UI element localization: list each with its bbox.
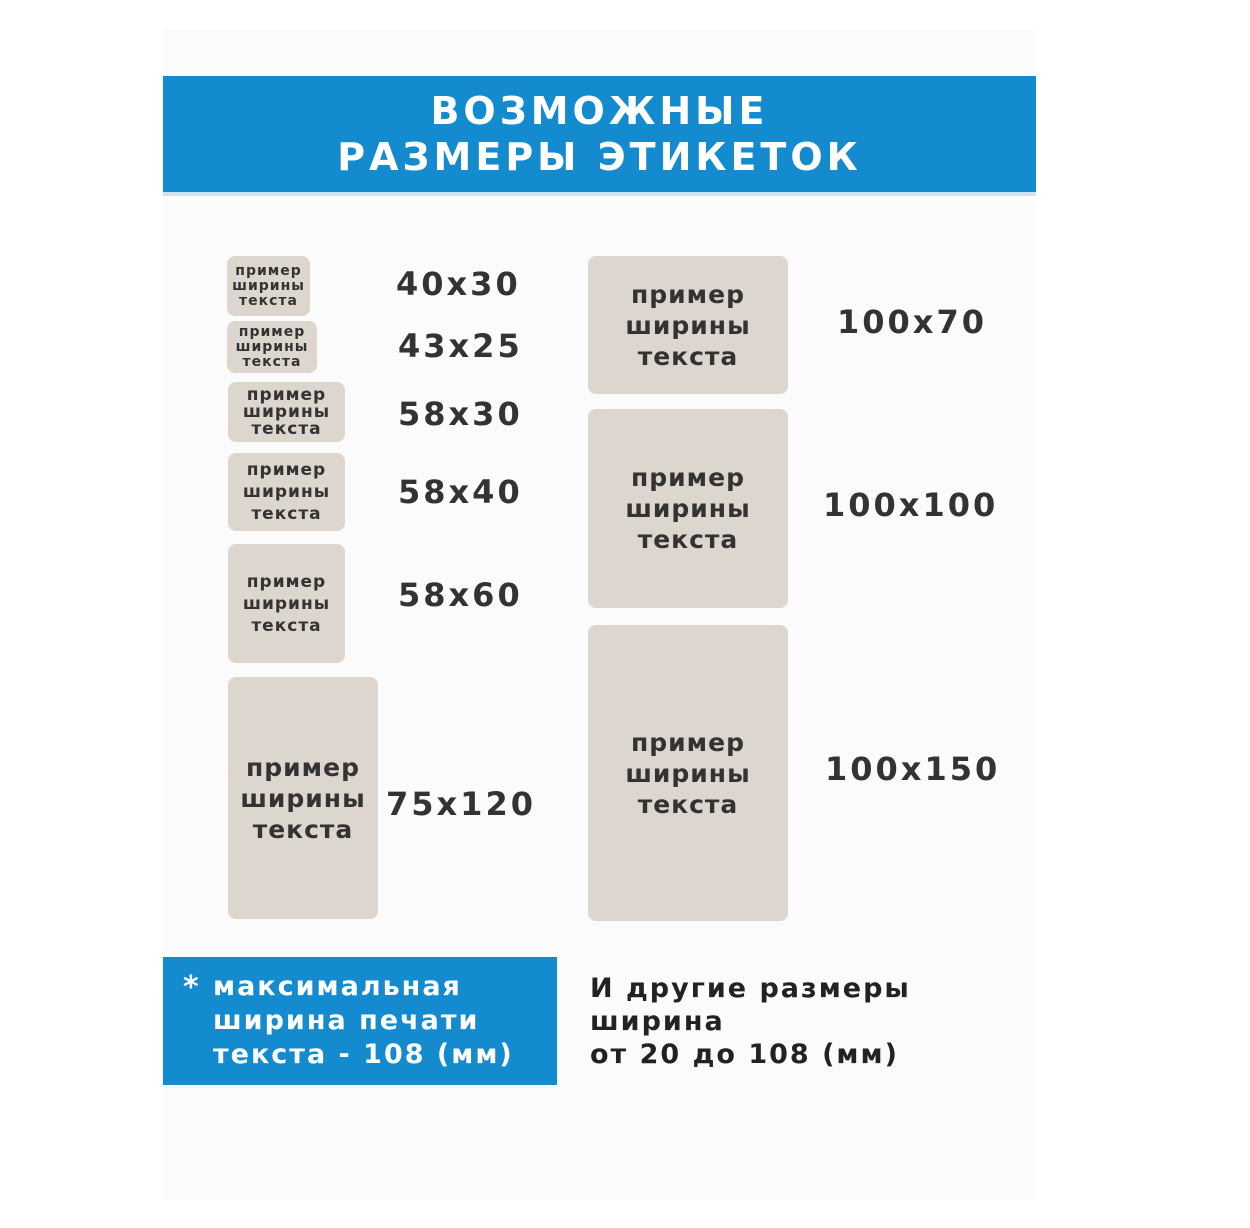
label-sample-58x60 (228, 544, 345, 663)
other-sizes-text (590, 972, 911, 1071)
title-line-2: РАЗМЕРЫ ЭТИКЕТОК (337, 135, 862, 179)
other-line-1: И другие размеры (590, 973, 911, 1004)
sample-text-line: ширины (235, 338, 309, 355)
sample-text-line: ширины (242, 593, 331, 614)
size-58x60: 58x60 (398, 576, 523, 614)
sample-text-line: ширины (625, 310, 751, 340)
label-sample-43x25 (227, 321, 317, 373)
sample-text-line: текста (252, 814, 354, 844)
sample-text-line: текста (637, 341, 739, 371)
size-75x120: 75x120 (386, 785, 536, 823)
sample-text-line: пример (246, 752, 360, 782)
sample-text-line: текста (251, 615, 322, 636)
sample-text-line: ширины (240, 783, 366, 813)
sample-text-line: пример (631, 463, 745, 492)
sample-text-line: текста (637, 789, 739, 819)
sample-text-line: пример (631, 727, 745, 757)
sample-text-line: текста (239, 292, 298, 309)
sample-text-line: ширины (625, 494, 751, 523)
size-100x70: 100x70 (837, 303, 987, 341)
label-sample-58x30 (228, 382, 345, 442)
sample-text-line: текста (251, 504, 322, 524)
sample-text-line: пример (238, 323, 306, 340)
title-line-1: ВОЗМОЖНЫЕ (430, 89, 769, 133)
label-sample-100x70 (588, 256, 788, 394)
label-sample-40x30 (227, 256, 310, 316)
sample-text-line: пример (246, 384, 327, 405)
sample-text-line: ширины (242, 401, 331, 422)
size-43x25: 43x25 (398, 327, 523, 365)
label-sample-58x40 (228, 453, 345, 531)
sample-text-line: ширины (232, 277, 305, 294)
note-line-1: максимальная (213, 971, 462, 1002)
sample-text-line: текста (251, 418, 322, 439)
title-banner (163, 76, 1036, 196)
sample-text-line: пример (235, 262, 302, 279)
size-58x30: 58x30 (398, 395, 523, 433)
size-100x150: 100x150 (825, 750, 1001, 788)
label-sample-100x100 (588, 409, 788, 608)
label-sample-100x150 (588, 625, 788, 921)
sample-text-line: пример (631, 279, 745, 309)
asterisk-icon: * (183, 970, 201, 1005)
other-line-3: от 20 до 108 (мм) (590, 1039, 899, 1070)
sample-text-line: ширины (242, 482, 331, 502)
note-line-2: ширина печати (213, 1005, 480, 1036)
max-width-note (163, 957, 557, 1085)
sample-text-line: пример (246, 460, 327, 480)
sample-text-line: ширины (625, 758, 751, 788)
size-100x100: 100x100 (823, 486, 999, 524)
size-58x40: 58x40 (398, 473, 523, 511)
note-line-3: текста - 108 (мм) (213, 1039, 514, 1070)
sample-text-line: текста (637, 525, 739, 554)
sample-text-line: пример (246, 571, 327, 592)
other-line-2: ширина (590, 1006, 725, 1037)
size-40x30: 40x30 (396, 265, 521, 303)
label-sample-75x120 (228, 677, 378, 919)
sample-text-line: текста (242, 353, 302, 370)
